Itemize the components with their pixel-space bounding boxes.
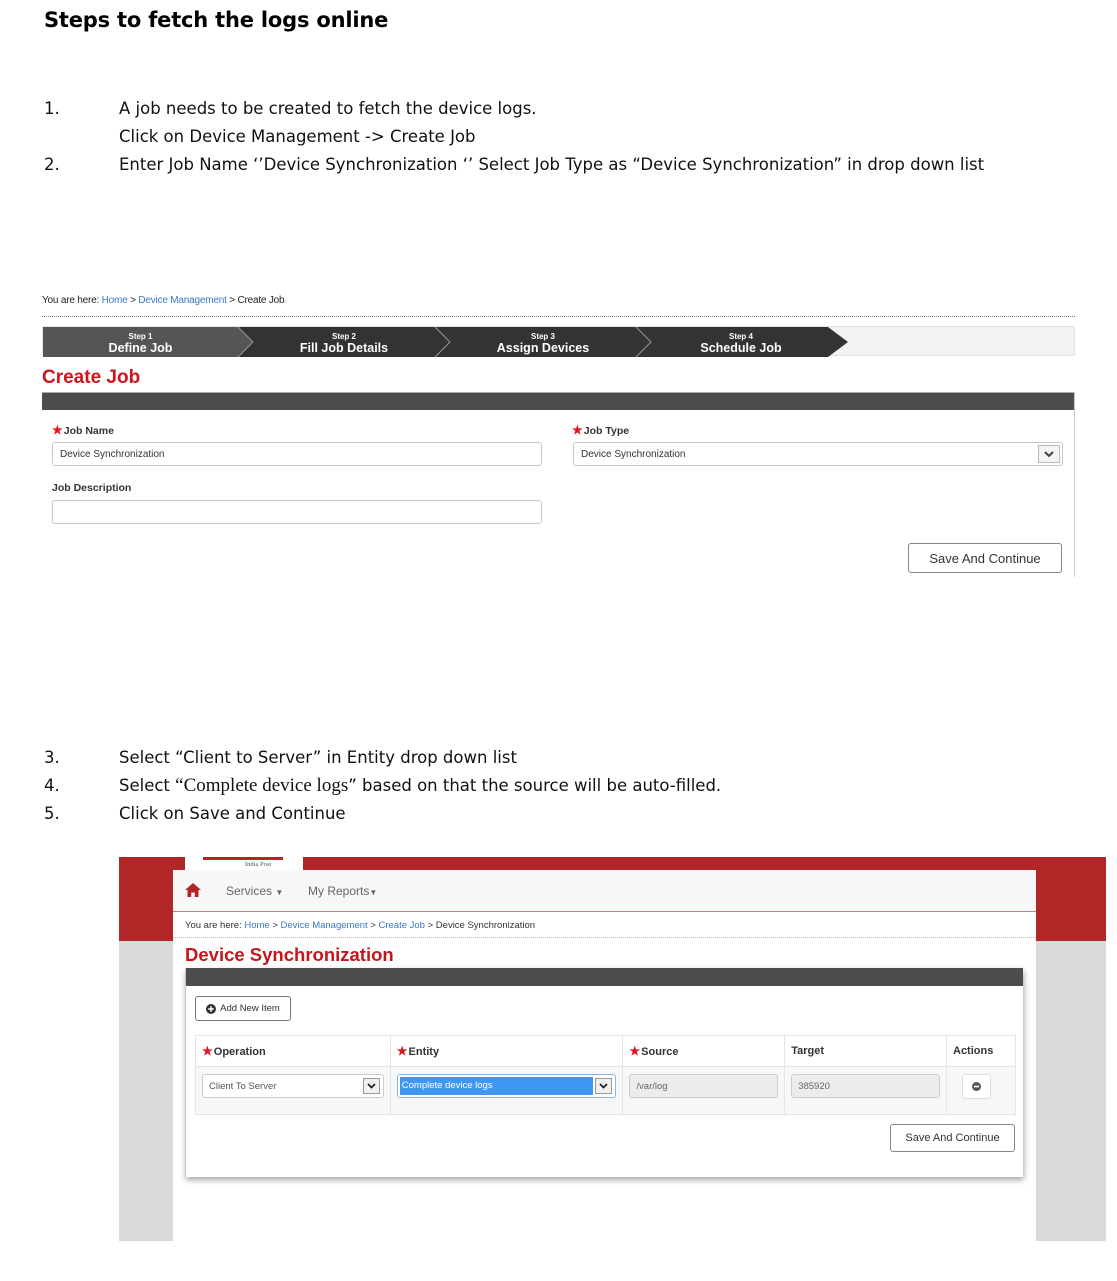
- column-header-entity: ★Entity: [390, 1036, 623, 1067]
- top-navbar: [173, 870, 1036, 912]
- job-description-label: Job Description: [52, 482, 132, 494]
- page-title: Create Job: [42, 367, 141, 388]
- column-header-source: ★Source: [623, 1036, 785, 1067]
- source-input[interactable]: /var/log: [629, 1074, 778, 1098]
- job-description-input[interactable]: [52, 500, 542, 524]
- breadcrumb-current: Device Synchronization: [435, 920, 536, 931]
- step-number: 1.: [44, 99, 60, 118]
- step-item: [44, 800, 1049, 828]
- steps-list-part2: [44, 744, 1049, 828]
- breadcrumb-link-create-job[interactable]: Create Job: [378, 920, 425, 931]
- nav-services-menu[interactable]: Services ▼: [226, 884, 284, 898]
- job-type-selected-value: Device Synchronization: [581, 449, 686, 460]
- job-name-input[interactable]: Device Synchronization: [52, 442, 542, 466]
- operation-cell: [196, 1067, 391, 1115]
- device-sync-screenshot: [119, 857, 1106, 1241]
- wizard-step-label: Assign Devices: [496, 341, 590, 355]
- entity-selected-value: Complete device logs: [400, 1077, 594, 1095]
- page-title: Device Synchronization: [185, 944, 394, 965]
- required-star-icon: ★: [396, 1044, 408, 1058]
- create-job-panel: [42, 392, 1075, 577]
- step-number: 2.: [44, 155, 60, 174]
- actions-cell: [947, 1067, 1016, 1115]
- target-input[interactable]: 385920: [791, 1074, 940, 1098]
- wizard-step-label: Schedule Job: [700, 341, 782, 355]
- step-number: 5.: [44, 804, 60, 823]
- chevron-down-icon[interactable]: [595, 1078, 612, 1094]
- step-item: [44, 744, 1049, 772]
- steps-list-part1: [44, 95, 1049, 179]
- step-item: [44, 772, 1049, 800]
- remove-icon: [972, 1082, 981, 1091]
- step-item: [44, 151, 1049, 179]
- save-and-continue-button[interactable]: Save And Continue: [890, 1124, 1015, 1152]
- chevron-down-icon[interactable]: [363, 1078, 380, 1094]
- breadcrumb: You are here: Home > Device Management > Create Job > Device Synchronization: [185, 920, 536, 931]
- logo-text: India Post: [245, 861, 272, 868]
- divider: [42, 316, 1075, 317]
- required-star-icon: ★: [629, 1044, 641, 1058]
- remove-row-button[interactable]: [962, 1074, 991, 1099]
- step-item: [44, 95, 1049, 151]
- breadcrumb-current: Create Job: [237, 295, 285, 306]
- wizard-step-label: Define Job: [108, 341, 173, 355]
- step-number: 4.: [44, 776, 60, 795]
- job-type-select[interactable]: [573, 442, 1063, 466]
- add-new-item-label: Add New Item: [220, 1003, 280, 1014]
- wizard-step-1[interactable]: [43, 327, 238, 357]
- step-text: Click on Save and Continue: [119, 804, 346, 823]
- panel-header-bar: [42, 392, 1074, 410]
- required-star-icon: ★: [52, 423, 63, 437]
- logo: [185, 857, 303, 870]
- breadcrumb-separator: >: [226, 295, 238, 306]
- right-gutter: [1036, 941, 1106, 1241]
- save-and-continue-button[interactable]: Save And Continue: [908, 543, 1062, 573]
- breadcrumb: [42, 295, 284, 306]
- operation-selected-value: Client To Server: [209, 1081, 277, 1092]
- home-icon[interactable]: [185, 883, 201, 902]
- wizard-step-3[interactable]: [450, 327, 636, 357]
- target-cell: [785, 1067, 947, 1115]
- breadcrumb-link-home[interactable]: Home: [101, 295, 128, 306]
- document-heading: Steps to fetch the logs online: [44, 8, 389, 32]
- chevron-down-icon[interactable]: [1038, 445, 1060, 463]
- sync-items-table: [195, 1035, 1016, 1115]
- caret-down-icon: ▼: [275, 888, 284, 897]
- step-text: Click on Device Management -> Create Job: [119, 127, 476, 146]
- step-text: Select “Client to Server” in Entity drop down list: [119, 748, 517, 767]
- device-sync-panel: [185, 968, 1023, 1177]
- job-type-label: ★Job Type: [572, 423, 630, 437]
- breadcrumb-link-home[interactable]: Home: [244, 920, 270, 931]
- caret-down-icon: ▼: [369, 888, 378, 897]
- entity-cell: [390, 1067, 623, 1115]
- wizard-step-number: Step 1: [128, 332, 153, 341]
- step-text: Enter Job Name ‘’Device Synchronization ‘’ Select Job Type as “Device Synchronization” in drop down list: [119, 155, 985, 174]
- step-text: Select “Complete device logs” based on that the source will be auto-filled.: [119, 775, 722, 796]
- nav-my-reports-menu[interactable]: My Reports▼: [308, 884, 378, 898]
- wizard-step-number: Step 4: [728, 332, 753, 341]
- plus-circle-icon: [206, 1004, 216, 1014]
- wizard-step-number: Step 3: [530, 332, 555, 341]
- device-sync-content: [173, 870, 1036, 1241]
- table-row: [196, 1067, 1016, 1115]
- source-cell: [623, 1067, 785, 1115]
- wizard-step-label: Fill Job Details: [299, 341, 389, 355]
- wizard-step-4[interactable]: [651, 327, 831, 357]
- step-number: 3.: [44, 748, 60, 767]
- breadcrumb-prefix: You are here:: [185, 920, 245, 931]
- required-star-icon: ★: [202, 1044, 213, 1058]
- breadcrumb-separator: >: [127, 295, 139, 306]
- operation-select[interactable]: [202, 1074, 384, 1098]
- column-header-target: Target: [785, 1036, 947, 1067]
- breadcrumb-prefix: You are here:: [42, 295, 102, 306]
- entity-select[interactable]: [397, 1074, 617, 1098]
- wizard-step-2[interactable]: [253, 327, 435, 357]
- left-gutter: [119, 941, 173, 1241]
- add-new-item-button[interactable]: [195, 996, 291, 1021]
- required-star-icon: ★: [572, 423, 583, 437]
- step-text: A job needs to be created to fetch the device logs.: [119, 99, 537, 118]
- column-header-actions: Actions: [947, 1036, 1016, 1067]
- panel-header-bar: [186, 968, 1023, 986]
- breadcrumb-link-device-management[interactable]: Device Management: [280, 920, 368, 931]
- column-header-operation: ★Operation: [196, 1036, 391, 1067]
- breadcrumb-link-device-management[interactable]: Device Management: [138, 295, 227, 306]
- wizard-steps: [42, 326, 1075, 356]
- divider: [173, 937, 1036, 938]
- create-job-screenshot: [42, 292, 1075, 577]
- wizard-step-number: Step 2: [331, 332, 356, 341]
- job-name-label: ★Job Name: [52, 423, 114, 437]
